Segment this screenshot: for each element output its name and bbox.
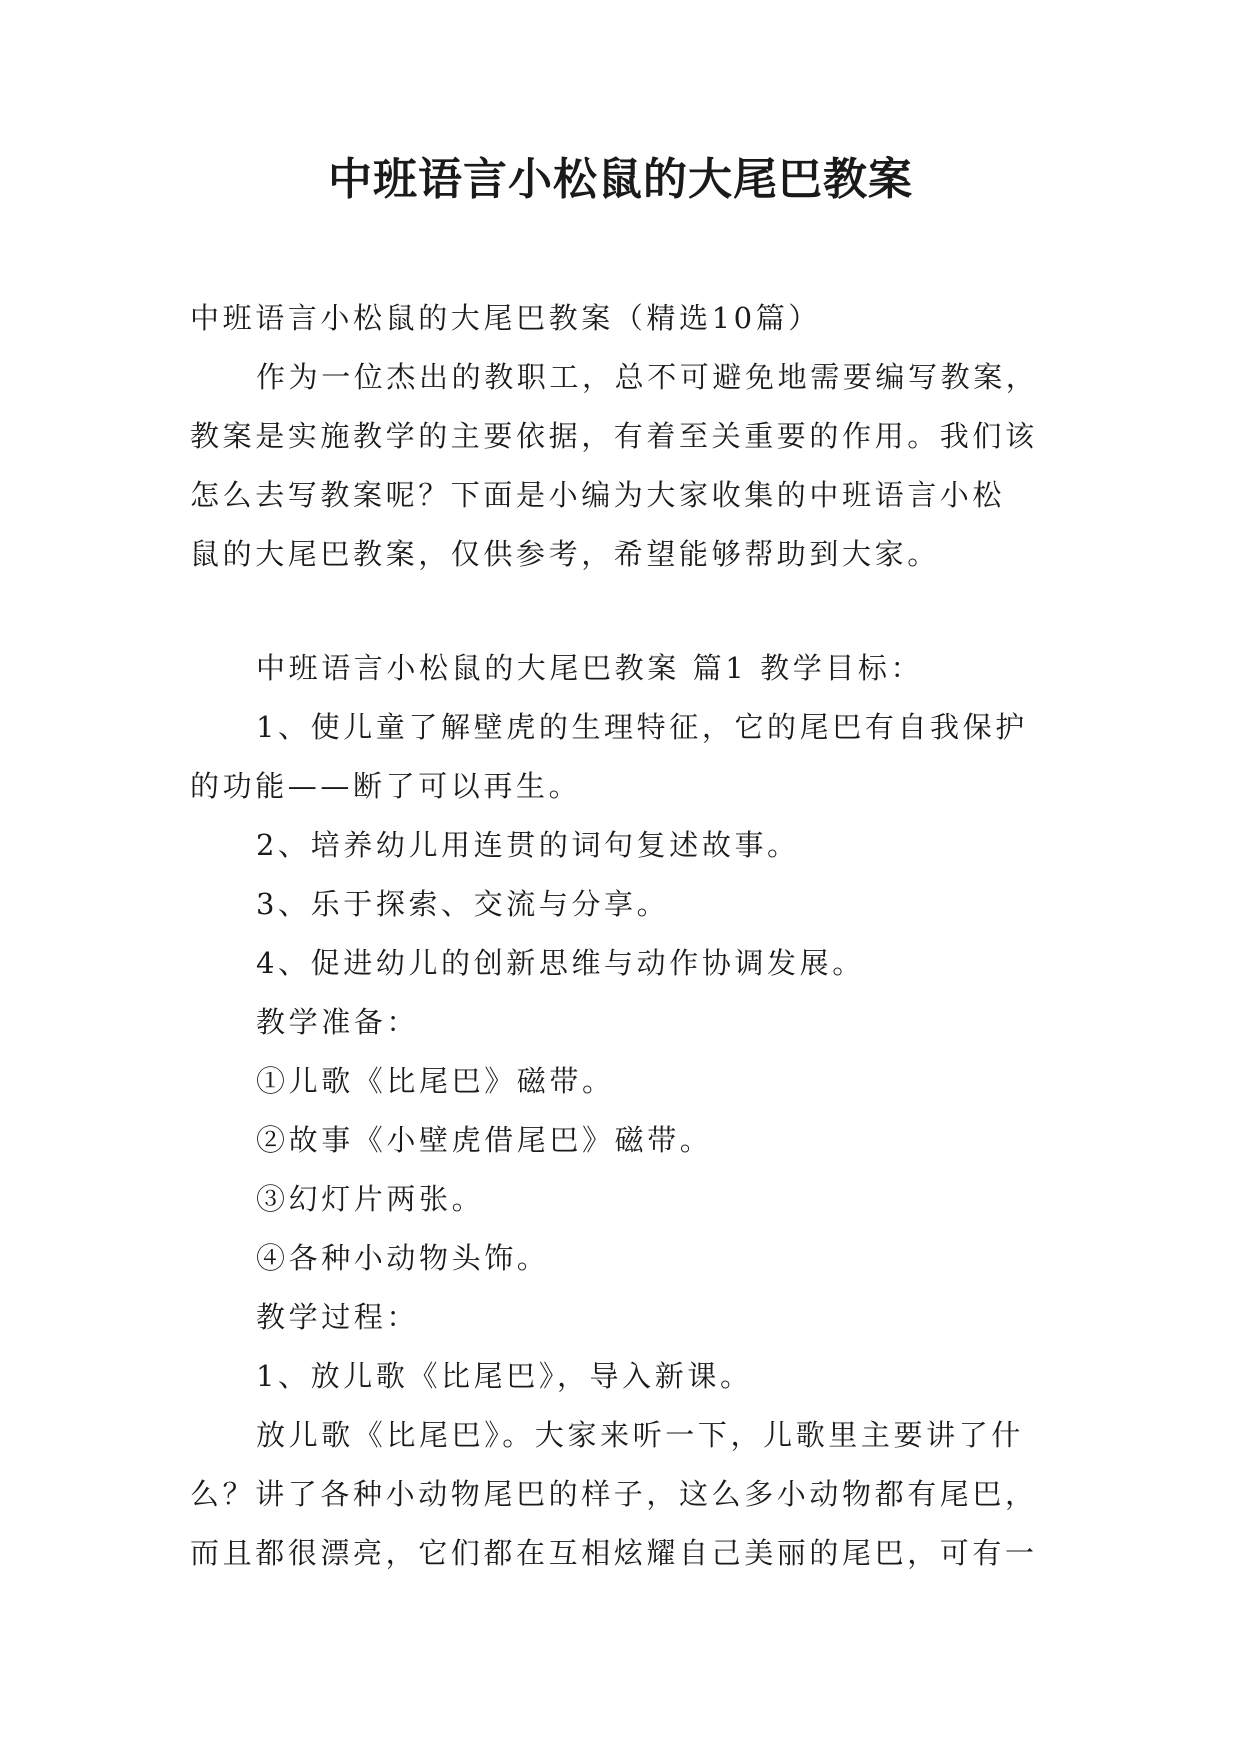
process-paragraph-line-3: 而且都很漂亮，它们都在互相炫耀自己美丽的尾巴，可有一 — [190, 1536, 1038, 1570]
preparation-heading: 教学准备： — [256, 1005, 420, 1039]
process-paragraph-line-2: 么？讲了各种小动物尾巴的样子，这么多小动物都有尾巴， — [190, 1477, 1038, 1511]
goal-3: 3、乐于探索、交流与分享。 — [256, 887, 670, 921]
process-heading: 教学过程： — [256, 1300, 420, 1334]
intro-line-4: 鼠的大尾巴教案，仅供参考，希望能够帮助到大家。 — [190, 537, 940, 571]
process-step-1: 1、放儿歌《比尾巴》，导入新课。 — [256, 1359, 753, 1393]
goal-1-line-1: 1、使儿童了解壁虎的生理特征，它的尾巴有自我保护 — [256, 710, 1028, 744]
goal-2: 2、培养幼儿用连贯的词句复述故事。 — [256, 828, 800, 862]
intro-line-3: 怎么去写教案呢？下面是小编为大家收集的中班语言小松 — [190, 478, 1006, 512]
intro-line-2: 教案是实施教学的主要依据，有着至关重要的作用。我们该 — [190, 419, 1038, 453]
goal-4: 4、促进幼儿的创新思维与动作协调发展。 — [256, 946, 865, 980]
intro-line-1: 作为一位杰出的教职工，总不可避免地需要编写教案， — [256, 360, 1039, 394]
subtitle-line: 中班语言小松鼠的大尾巴教案（精选10篇） — [190, 301, 821, 335]
process-paragraph-line-1: 放儿歌《比尾巴》。大家来听一下，儿歌里主要讲了什 — [256, 1418, 1024, 1452]
goal-1-line-2: 的功能——断了可以再生。 — [190, 769, 582, 803]
section-heading: 中班语言小松鼠的大尾巴教案 篇1 教学目标： — [256, 651, 924, 685]
preparation-item-3: ③幻灯片两张。 — [256, 1182, 485, 1216]
preparation-item-1: ①儿歌《比尾巴》磁带。 — [256, 1064, 615, 1098]
preparation-item-4: ④各种小动物头饰。 — [256, 1241, 550, 1275]
document-title: 中班语言小松鼠的大尾巴教案 — [328, 154, 913, 205]
preparation-item-2: ②故事《小壁虎借尾巴》磁带。 — [256, 1123, 713, 1157]
